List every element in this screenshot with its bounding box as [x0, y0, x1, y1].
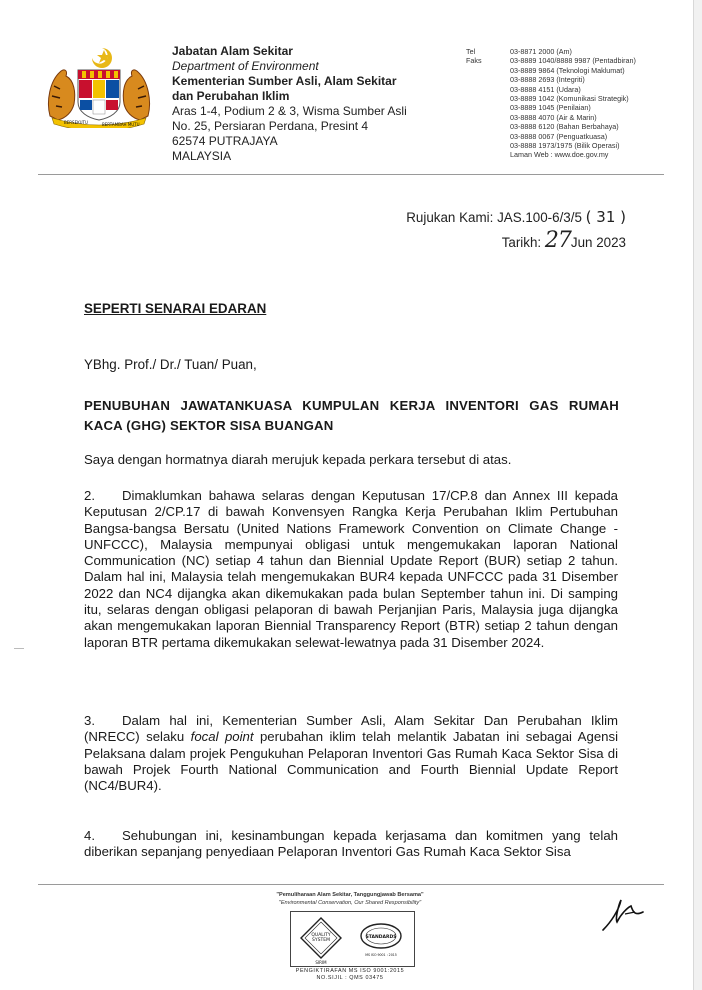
date-day-handwritten: 27: [544, 228, 571, 253]
agency-address-block: [172, 44, 407, 164]
cert-line2: NO.SIJIL : QMS 03475: [316, 975, 384, 981]
paragraph-3: [84, 713, 618, 794]
contact-line: 03-8888 1973/1975 (Bilik Operasi): [510, 141, 620, 151]
cert-badge2-sub: MS ISO 9001 : 2015: [365, 953, 397, 957]
fax-label: Faks: [466, 56, 482, 66]
cert-line1: PENGIKTIRAFAN MS ISO 9001:2015: [295, 968, 405, 974]
cert-badge1-line2: SYSTEM: [312, 938, 330, 943]
footer-divider: [38, 884, 664, 885]
motto-malay: "Pemuliharaan Alam Sekitar, Tanggungjawab Bersama": [276, 892, 424, 898]
address-line: No. 25, Persiaran Perdana, Presint 4: [172, 119, 369, 133]
address-line: Aras 1-4, Podium 2 & 3, Wisma Sumber Asli: [172, 104, 407, 118]
tel-label: Tel: [466, 47, 476, 56]
contact-line: 03-8889 1042 (Komunikasi Strategik): [510, 94, 629, 104]
crest-motto-2: BERTAMBAH MUTU: [102, 122, 140, 127]
website-line: Laman Web : www.doe.gov.my: [510, 150, 609, 160]
agency-name: Jabatan Alam Sekitar: [172, 44, 293, 58]
cert-badge2-text: STANDARDS: [365, 935, 397, 940]
reference-block: [406, 206, 626, 254]
contact-line: 03-8888 0067 (Penguatkuasa): [510, 131, 608, 141]
paragraph-number: 4.: [84, 828, 95, 843]
contact-line: 03-8888 4151 (Udara): [510, 84, 581, 94]
paragraph-1: Saya dengan hormatnya diarah merujuk kepada perkara tersebut di atas.: [84, 452, 512, 467]
certification-logos: [290, 911, 415, 967]
contact-line: 03-8888 6120 (Bahan Berbahaya): [510, 122, 619, 132]
paragraph-number: 2.: [84, 488, 95, 503]
contact-numbers: [510, 47, 636, 160]
paragraph-4: [84, 828, 618, 861]
motto-english: "Environmental Conservation, Our Shared Responsibility": [278, 900, 422, 906]
page-edge: [693, 0, 702, 990]
malaysia-coat-of-arms-icon: [44, 46, 154, 128]
reference-handwritten-number: ( 31 ): [585, 208, 626, 226]
paragraph-text: Dalam hal ini, Kementerian Sumber Asli, Alam Sekitar Dan Perubahan Iklim (NRECC) selaku: [84, 713, 618, 745]
footer-motto: [200, 891, 500, 907]
ministry-name-line1: Kementerian Sumber Asli, Alam Sekitar: [172, 74, 397, 88]
paragraph-text: Dimaklumkan bahawa selaras dengan Keputusan 17/CP.8 dan Annex III kepada Keputusan 2/CP.17 di bawah Konvensyen Rangka Kerja Perubahan Iklim Pertubuhan Bangsa-bangsa Bersatu (United Nations Framework Convention on Climate Change - UNFCCC), Malaysia mempunyai obligasi untuk mengemukakan laporan National Communication (NC) setiap 4 tahun dan Biennial Update Report (BUR) setiap 2 tahun. Dalam hal ini, Malaysia telah mengemukakan BUR4 kepada UNFCCC pada 31 Disember 2022 dan NC4 dijangka akan dikemukakan pada bulan September tahun ini. Di samping itu, selaras dengan obligasi pelaporan di bawah Perjanjian Paris, Malaysia juga dijangka akan mengemukakan laporan Biennial Transparency Report (BTR) setiap 2 tahun dengan laporan BTR pertama dikemukakan selewat-lewatnya pada 31 Disember 2024.: [84, 488, 618, 650]
contact-line: 03-8871 2000 (Am): [510, 47, 572, 56]
certification-text: [262, 968, 438, 982]
cert-badge1-sub: SIRIM: [315, 960, 327, 965]
ministry-name-line2: dan Perubahan Iklim: [172, 89, 290, 103]
sirim-certification-icon: [291, 912, 414, 966]
crest-motto-1: BERSEKUTU: [64, 120, 88, 125]
date-label: Tarikh:: [501, 235, 542, 250]
agency-english-name: Department of Environment: [172, 59, 319, 73]
paragraph-text: Sehubungan ini, kesinambungan kepada kerjasama dan komitmen yang telah diberikan sepanjang penyediaan Pelaporan Inventori Gas Rumah Kaca Sektor Sisa: [84, 828, 618, 860]
salutation: YBhg. Prof./ Dr./ Tuan/ Puan,: [84, 357, 257, 372]
reference-line: [406, 206, 626, 229]
contact-line: 03-8888 4070 (Air & Marin): [510, 112, 597, 122]
date-line: [406, 229, 626, 254]
contact-labels: [466, 47, 496, 66]
distribution-heading: SEPERTI SENARAI EDARAN: [84, 301, 267, 316]
paragraph-text: perubahan iklim telah melantik Jabatan ini sebagai Agensi Pelaksana dalam projek Pengukuhan Pelaporan Inventori Gas Rumah Kaca Sektor Sisa di bawah Projek Fourth National Communication and Fourth Biennial Update Report (NC4/BUR4).: [84, 729, 619, 794]
contact-line: 03-8889 1040/8888 9987 (Pentadbiran): [510, 56, 636, 66]
header-divider: [38, 174, 664, 175]
reference-value: JAS.100-6/3/5: [497, 210, 582, 225]
cert-badge1-line1: QUALITY: [311, 933, 331, 938]
handwritten-initial-icon: [597, 892, 647, 936]
subject-heading: PENUBUHAN JAWATANKUASA KUMPULAN KERJA INVENTORI GAS RUMAH KACA (GHG) SEKTOR SISA BUANGAN: [84, 398, 619, 433]
address-line: 62574 PUTRAJAYA: [172, 134, 278, 148]
paragraph-number: 3.: [84, 713, 95, 728]
address-line: MALAYSIA: [172, 149, 232, 163]
contact-line: 03-8889 9864 (Teknologi Maklumat): [510, 65, 625, 75]
date-month-year: Jun 2023: [570, 235, 626, 250]
margin-mark: [14, 648, 24, 649]
paragraph-emphasis: focal point: [190, 729, 254, 745]
reference-label: Rujukan Kami:: [406, 210, 494, 225]
paragraph-2: [84, 488, 618, 651]
contact-line: 03-8889 1045 (Penilaian): [510, 103, 591, 113]
contact-line: 03-8888 2693 (Integriti): [510, 75, 585, 85]
